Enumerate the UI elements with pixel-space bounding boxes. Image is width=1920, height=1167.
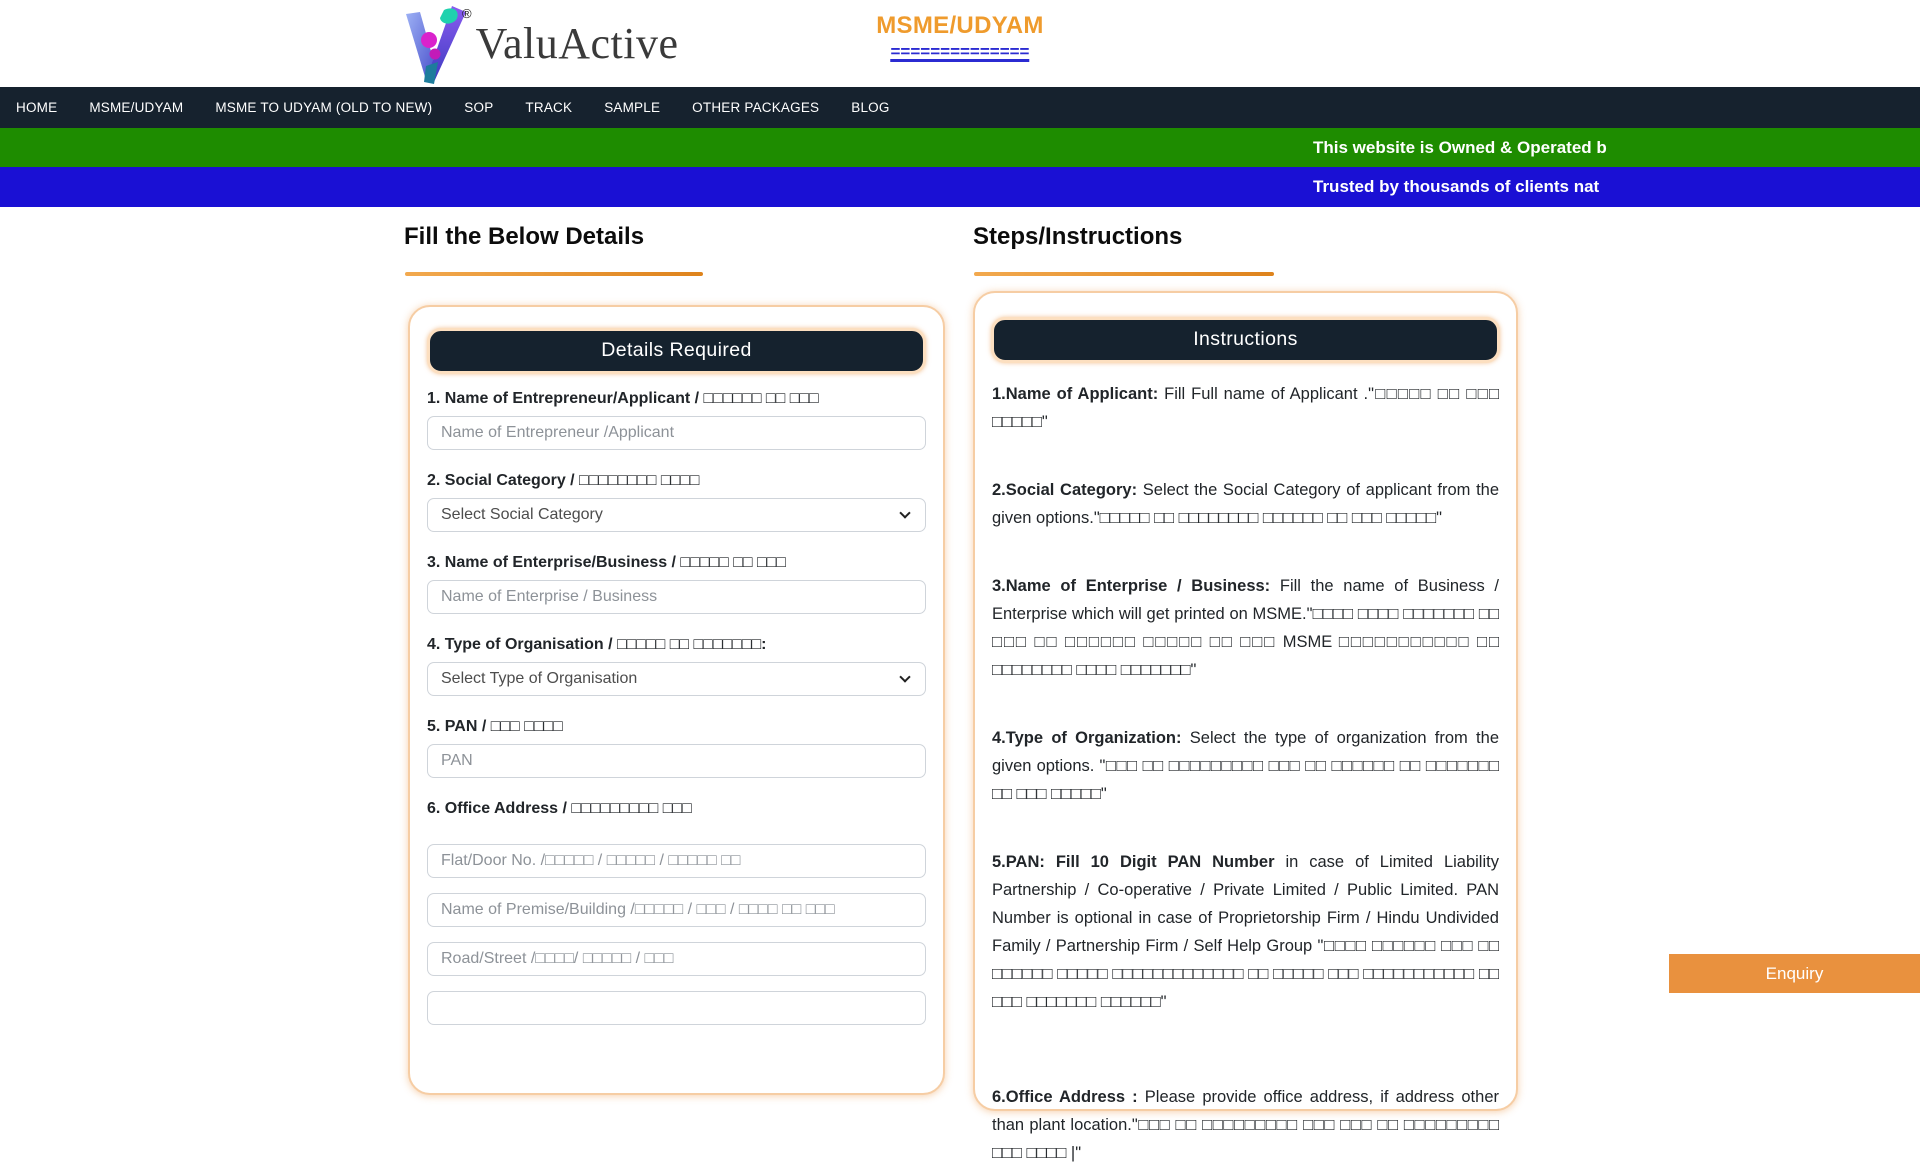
nav-item-sample[interactable]: SAMPLE [604, 100, 661, 115]
chevron-down-icon [899, 671, 910, 682]
instruction-item-3: 3.Name of Enterprise / Business: Fill the name of Business / Enterprise which will get printed on MSME."□□□□ □□□□ □□□□□□□ □□ □□□ □□ □□□□□□ □□□□□ □□ □□□ MSME □□□□□□□□□□□ □□ □□□□□□□□ □□□□ □□□□□□□" [992, 577, 1500, 679]
blue-banner [0, 167, 1920, 207]
nav-item-sop[interactable]: SOP [464, 100, 494, 115]
main-navbar [0, 87, 1920, 128]
details-form [427, 390, 926, 1025]
blue-marquee-text: Trusted by thousands of clients nat [1313, 177, 1600, 196]
green-marquee-text: This website is Owned & Operated b [1313, 137, 1607, 157]
field-enterprise-name [427, 554, 926, 614]
organisation-type-selected-value: Select Type of Organisation [441, 670, 638, 687]
field-office-address [427, 800, 926, 1025]
details-card-header: Details Required [427, 328, 926, 374]
road-street-input[interactable] [427, 942, 926, 976]
instruction-item-6: 6.Office Address : Please provide office address, if address other than plant location."□□□ □□ □□□□□□□□□ □□□ □□□ □□ □□□□□□□□□ □□□ □□□□ |" [992, 1088, 1499, 1162]
masthead [0, 0, 1920, 87]
instruction-item-2: 2.Social Category: Select the Social Category of applicant from the given options."□□□□□ □□ □□□□□□□□ □□□□□□ □□ □□□ □□□□□" [992, 481, 1500, 527]
enterprise-name-label: 3. Name of Enterprise/Business / □□□□□ □□ □□□ [427, 554, 786, 571]
instruction-item-5: 5.PAN: Fill 10 Digit PAN Number in case of Limited Liability Partnership / Co-operative / Private Limited / Public Limited. PAN Number is optional in case of Proprietorship Firm / Hindu Undivided Family / Partnership Firm / Self Help Group "□□□□ □□□□□□ □□□ □□ □□□□□□ □□□□□ □□□□□□□□□□□□□ □□ □□□□□ □□□ □□□□□□□□□□□ □□ □□□ □□□□□□□ □□□□□□" [992, 853, 1499, 1011]
instruction-item-4: 4.Type of Organization: Select the type of organization from the given options. "□□□ □□ □□□□□□□□□ □□□ □□ □□□□□□ □□ □□□□□□□ □□ □□□ □□□□□" [992, 729, 1499, 803]
green-banner [0, 128, 1920, 167]
social-category-select[interactable] [427, 498, 926, 532]
instruction-item-1: 1.Name of Applicant: Fill Full name of Applicant ."□□□□□ □□ □□□ □□□□□" [992, 385, 1499, 431]
social-category-label: 2. Social Category / □□□□□□□□ □□□□ [427, 472, 700, 489]
entrepreneur-name-input[interactable] [427, 416, 926, 450]
pan-input[interactable] [427, 744, 926, 778]
nav-item-msme-to-udyam[interactable]: MSME TO UDYAM (OLD TO NEW) [215, 100, 433, 115]
premise-building-input[interactable] [427, 893, 926, 927]
instructions-section-heading: Steps/Instructions [973, 223, 1183, 250]
enterprise-name-input[interactable] [427, 580, 926, 614]
nav-item-track[interactable]: TRACK [525, 100, 573, 115]
organisation-type-select[interactable] [427, 662, 926, 696]
masthead-center [876, 12, 1043, 62]
instructions-card [973, 291, 1518, 1162]
field-social-category [427, 472, 926, 532]
instructions-heading-divider [974, 272, 1274, 276]
brand-logo[interactable] [404, 6, 679, 86]
entrepreneur-name-label: 1. Name of Entrepreneur/Applicant / □□□□□□ □□ □□□ [427, 390, 819, 407]
nav-item-msme-udyam[interactable]: MSME/UDYAM [89, 100, 184, 115]
details-card [408, 305, 945, 1095]
instructions-card-header: Instructions [991, 317, 1500, 363]
address-extra-input[interactable] [427, 991, 926, 1025]
nav-item-home[interactable]: HOME [16, 100, 58, 115]
organisation-type-label: 4. Type of Organisation / □□□□□ □□ □□□□□□□: [427, 636, 767, 653]
chevron-down-icon [899, 507, 910, 518]
field-organisation-type [427, 636, 926, 696]
title-underline: ============== [890, 42, 1030, 61]
form-section-heading: Fill the Below Details [404, 223, 645, 250]
nav-item-blog[interactable]: BLOG [851, 100, 890, 115]
office-address-label: 6. Office Address / □□□□□□□□□ □□□ [427, 800, 692, 817]
nav-item-other-packages[interactable]: OTHER PACKAGES [692, 100, 820, 115]
field-entrepreneur-name [427, 390, 926, 450]
flat-door-no-input[interactable] [427, 844, 926, 878]
brand-logo-icon [404, 6, 468, 86]
brand-name: ValuActive [475, 19, 679, 68]
social-category-selected-value: Select Social Category [441, 506, 603, 523]
field-pan [427, 718, 926, 778]
pan-label: 5. PAN / □□□ □□□□ [427, 718, 563, 735]
page-title: MSME/UDYAM [876, 12, 1044, 39]
registered-trademark: ® [462, 6, 472, 21]
instructions-list [991, 380, 1500, 1167]
enquiry-button[interactable]: Enquiry [1669, 954, 1920, 993]
form-heading-divider [405, 272, 703, 276]
